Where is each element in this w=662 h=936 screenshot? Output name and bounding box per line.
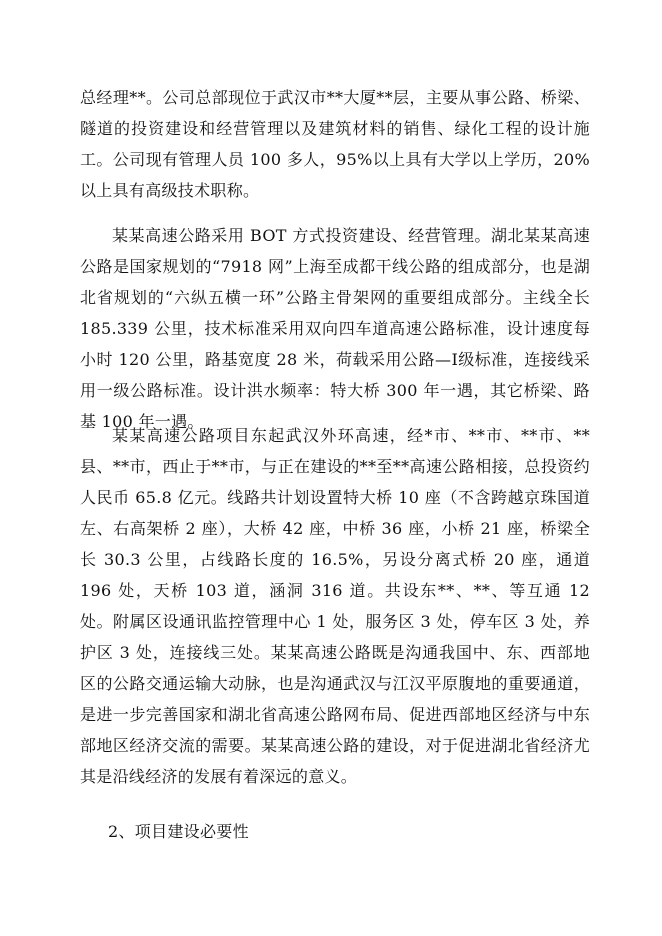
paragraph-bot-investment: 某某高速公路采用 BOT 方式投资建设、经营管理。湖北某某高速公路是国家规划的“7918 网”上海至成都干线公路的组成部分，也是湖北省规划的“六纵五横一环”公路主骨架网的重要组成部分。主线全长 185.339 公里，技术标准采用双向四车道高速公路标准，设计速度每小时 120 公里，路基宽度 28 米，荷载采用公路—Ⅰ级标准，连接线采用一级公路标准。设计洪水频率：特大桥 300 年一遇，其它桥梁、路基 100 年一遇。 [80,226,590,431]
section-heading: 2、项目建设必要性 [108,822,249,841]
paragraph-company-overview: 总经理**。公司总部现位于武汉市**大厦**层，主要从事公路、桥梁、隧道的投资建设和经营管理以及建筑材料的销售、绿化工程的设计施工。公司现有管理人员 100 多人，95%以上具有大学以上学历，20%以上具有高级技术职称。 [80,88,590,200]
paragraph-project-scope: 某某高速公路项目东起武汉外环高速，经*市、**市、**市、**县、**市，西止于**市，与正在建设的**至**高速公路相接，总投资约人民币 65.8 亿元。线路共计划设置特大桥 10 座（不含跨越京珠国道左、右高架桥 2 座），大桥 42 座，中桥 36 座，小桥 21 座，桥梁全长 30.3 公里，占线路长度的 16.5%，另设分离式桥 20 座，通道 196 处，天桥 103 道，涵洞 316 道。共设东**、**、等互通 12 处。附属区设通讯监控管理中心 1 处，服务区 3 处，停车区 3 处，养护区 3 处，连接线三处。某某高速公路既是沟通我国中、东、西部地区的公路交通运输大动脉，也是沟通武汉与江汉平原腹地的重要通道，是进一步完善国家和湖北省高速公路网布局、促进西部地区经济与中东部地区经济交流的需要。某某高速公路的建设，对于促进湖北省经济尤其是沿线经济的发展有着深远的意义。 [80,426,590,786]
